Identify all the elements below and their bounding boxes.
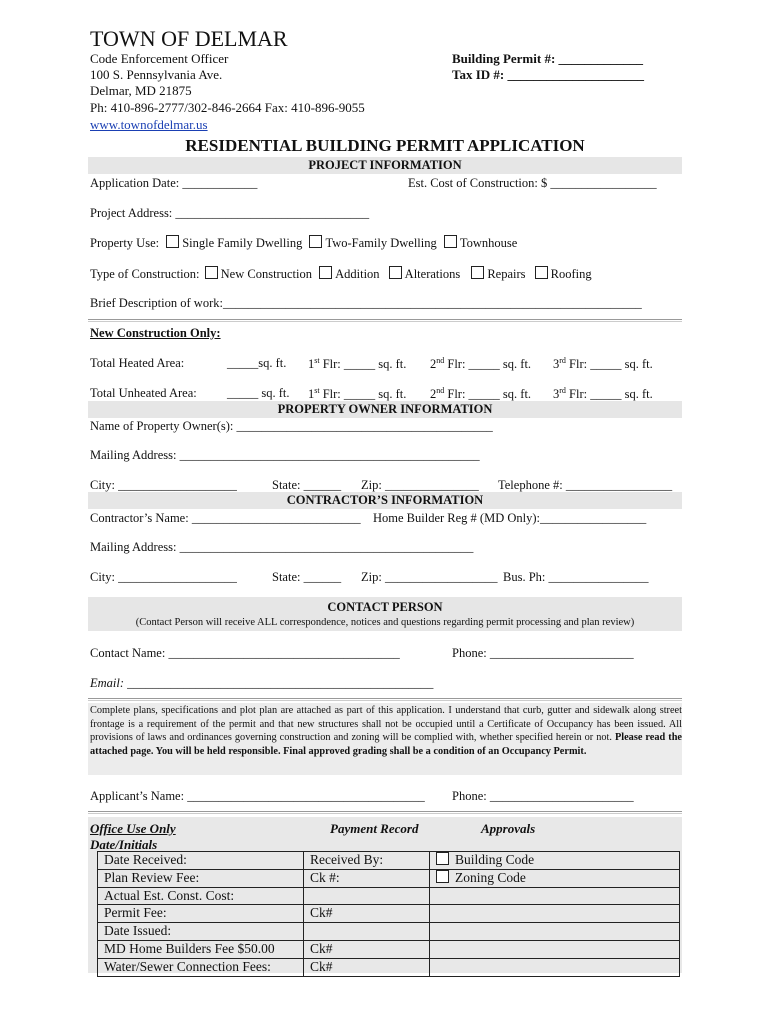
floor-text: Flr: _____ sq. ft. — [322, 357, 407, 372]
contractor-bus-phone-field[interactable]: Bus. Ph: ________________ — [503, 570, 649, 584]
project-info-heading-text: PROJECT INFORMATION — [308, 158, 462, 172]
contractor-info-heading — [0, 493, 770, 508]
contractor-name-field[interactable]: Contractor’s Name: ___________________________ — [90, 511, 361, 525]
unheated-floor2-field[interactable] — [430, 386, 531, 402]
contact-phone-field[interactable]: Phone: _______________________ — [452, 646, 634, 660]
divider — [88, 698, 682, 701]
table-row — [98, 940, 680, 958]
property-use-row — [90, 235, 517, 251]
heated-floor1-field[interactable] — [308, 356, 406, 372]
divider — [88, 319, 682, 322]
table-cell — [430, 940, 680, 958]
statement-text — [90, 704, 682, 758]
table-cell: Ck #: — [304, 869, 430, 887]
ordinal-suffix: nd — [436, 386, 445, 395]
table-cell: Actual Est. Const. Cost: — [98, 887, 304, 905]
table-row — [98, 869, 680, 887]
contractor-info-heading-text: CONTRACTOR’S INFORMATION — [286, 493, 484, 507]
option-repairs: Repairs — [487, 267, 526, 281]
table-row — [98, 852, 680, 870]
table-cell — [304, 923, 430, 941]
project-address-field[interactable]: Project Address: _______________________________ — [90, 206, 370, 220]
heated-total-field[interactable]: _____sq. ft. — [227, 356, 287, 370]
office-name: Code Enforcement Officer — [90, 51, 229, 66]
unheated-floor3-field[interactable] — [553, 386, 653, 402]
checkbox-single-family[interactable] — [166, 235, 179, 248]
heated-area-label: Total Heated Area: — [90, 356, 185, 370]
option-single-family: Single Family Dwelling — [182, 236, 303, 250]
table-cell: Permit Fee: — [98, 905, 304, 923]
ordinal-suffix: st — [314, 386, 320, 395]
application-date-field[interactable]: Application Date: ____________ — [90, 176, 258, 190]
unheated-total-field[interactable]: _____ sq. ft. — [227, 386, 290, 400]
table-cell — [304, 887, 430, 905]
office-use-table — [97, 851, 680, 977]
tax-id: Tax ID #: _____________________ — [452, 67, 645, 82]
table-cell: Received By: — [304, 852, 430, 870]
est-cost-field[interactable]: Est. Cost of Construction: $ _________________ — [408, 176, 657, 190]
contact-person-heading — [0, 600, 770, 615]
town-title-text: TOWN OF DELMAR — [90, 26, 288, 51]
floor-text: Flr: _____ sq. ft. — [322, 387, 407, 402]
ordinal-suffix: rd — [559, 356, 566, 365]
table-row — [98, 905, 680, 923]
checkbox-building-code[interactable] — [436, 852, 449, 865]
statement-bold: Please read the attached page. You will be held responsible. Final approved grading shall be a condition of an Occupancy Permit. — [90, 732, 682, 757]
office-phones: Ph: 410-896-2777/302-846-2664 Fax: 410-896-9055 — [90, 100, 365, 115]
construction-type-label: Type of Construction: — [90, 267, 200, 281]
statement-body: Complete plans, specifications and plot plan are attached as part of this application. I understand that curb, gutter and sidewalk along street frontage is a requirement of the permit and that new structures shall not be occupied until a Certificate of Occupancy has been issued. All provisions of laws and ordinances governing construction and zoning will be complied with, whether specified herein or not. — [90, 705, 682, 744]
owner-city-field[interactable]: City: ___________________ — [90, 478, 237, 492]
website-link-text[interactable]: www.townofdelmar.us — [90, 117, 208, 132]
form-title-text: RESIDENTIAL BUILDING PERMIT APPLICATION — [185, 136, 585, 155]
checkbox-roofing[interactable] — [535, 266, 548, 279]
table-row — [98, 923, 680, 941]
table-cell — [430, 887, 680, 905]
heated-floor3-field[interactable] — [553, 356, 653, 372]
new-construction-heading: New Construction Only: — [90, 326, 221, 340]
table-cell: Plan Review Fee: — [98, 869, 304, 887]
contractor-mailing-field[interactable]: Mailing Address: _______________________________________________ — [90, 540, 474, 554]
option-alterations: Alterations — [404, 267, 461, 281]
ordinal: 1 — [308, 387, 315, 402]
building-permit-number: Building Permit #: _____________ — [452, 51, 644, 66]
floor-text: Flr: _____ sq. ft. — [447, 357, 532, 372]
home-builder-reg-field[interactable]: Home Builder Reg # (MD Only):_________________ — [373, 511, 647, 525]
zoning-code-label: Zoning Code — [455, 869, 526, 885]
option-new-construction: New Construction — [220, 267, 312, 281]
divider — [88, 811, 682, 814]
table-cell: Water/Sewer Connection Fees: — [98, 958, 304, 976]
applicant-name-field[interactable]: Applicant’s Name: ______________________________________ — [90, 789, 425, 803]
office-use-subheading: Date/Initials — [90, 837, 158, 852]
table-cell: Ck# — [304, 905, 430, 923]
table-cell: Ck# — [304, 940, 430, 958]
checkbox-new-construction[interactable] — [205, 266, 218, 279]
contractor-city-field[interactable]: City: ___________________ — [90, 570, 237, 584]
heated-floor2-field[interactable] — [430, 356, 531, 372]
approvals-heading: Approvals — [481, 821, 536, 836]
work-description-field[interactable]: Brief Description of work:___________________________________________________________________ — [90, 296, 642, 310]
owner-name-field[interactable]: Name of Property Owner(s): _________________________________________ — [90, 419, 493, 433]
owner-zip-field[interactable]: Zip: _______________ — [361, 478, 479, 492]
project-info-heading — [0, 158, 770, 173]
owner-info-heading — [0, 402, 770, 417]
owner-state-field[interactable]: State: ______ — [272, 478, 342, 492]
floor-text: Flr: _____ sq. ft. — [569, 357, 653, 372]
option-roofing: Roofing — [550, 267, 592, 281]
contact-person-heading-text: CONTACT PERSON — [327, 600, 443, 614]
contact-name-field[interactable]: Contact Name: _____________________________________ — [90, 646, 400, 660]
unheated-area-label: Total Unheated Area: — [90, 386, 197, 400]
floor-text: Flr: _____ sq. ft. — [447, 387, 532, 402]
ordinal-suffix: st — [314, 356, 320, 365]
contact-email-field[interactable]: Email: _________________________________________________ — [90, 676, 434, 690]
property-use-label: Property Use: — [90, 236, 160, 250]
floor-text: Flr: _____ sq. ft. — [569, 387, 653, 402]
office-use-heading: Office Use Only — [90, 821, 176, 836]
contractor-zip-field[interactable]: Zip: __________________ — [361, 570, 498, 584]
table-cell — [430, 958, 680, 976]
table-cell: Date Received: — [98, 852, 304, 870]
ordinal: 2 — [430, 387, 437, 402]
checkbox-alterations[interactable] — [389, 266, 402, 279]
ordinal-suffix: nd — [436, 356, 445, 365]
table-cell: Date Issued: — [98, 923, 304, 941]
table-cell: MD Home Builders Fee $50.00 — [98, 940, 304, 958]
office-city: Delmar, MD 21875 — [90, 83, 192, 98]
checkbox-repairs[interactable] — [471, 266, 484, 279]
town-title — [90, 26, 288, 52]
checkbox-addition[interactable] — [319, 266, 332, 279]
ordinal: 2 — [430, 357, 437, 372]
table-cell: Ck# — [304, 958, 430, 976]
ordinal: 3 — [553, 357, 560, 372]
owner-telephone-field[interactable]: Telephone #: _________________ — [498, 478, 673, 492]
table-row — [98, 958, 680, 976]
office-street: 100 S. Pennsylvania Ave. — [90, 67, 223, 82]
website-link[interactable] — [90, 117, 208, 133]
owner-info-heading-text: PROPERTY OWNER INFORMATION — [277, 402, 493, 416]
approval-zoning-code — [430, 869, 680, 887]
approval-building-code — [430, 852, 680, 870]
option-two-family: Two-Family Dwelling — [325, 236, 437, 250]
table-cell — [430, 923, 680, 941]
option-addition: Addition — [335, 267, 380, 281]
building-code-label: Building Code — [455, 852, 535, 867]
applicant-phone-field[interactable]: Phone: _______________________ — [452, 789, 634, 803]
table-row — [98, 887, 680, 905]
construction-type-row — [90, 266, 592, 282]
checkbox-townhouse[interactable] — [444, 235, 457, 248]
ordinal: 3 — [553, 387, 560, 402]
contractor-state-field[interactable]: State: ______ — [272, 570, 342, 584]
contact-person-note: (Contact Person will receive ALL correspondence, notices and questions regarding permit processing and plan review) — [135, 617, 635, 628]
form-title — [0, 136, 770, 156]
option-townhouse: Townhouse — [459, 236, 518, 250]
owner-mailing-field[interactable]: Mailing Address: ________________________________________________ — [90, 448, 480, 462]
checkbox-two-family[interactable] — [309, 235, 322, 248]
payment-record-heading: Payment Record — [330, 821, 419, 836]
unheated-floor1-field[interactable] — [308, 386, 406, 402]
ordinal: 1 — [308, 357, 315, 372]
ordinal-suffix: rd — [559, 386, 566, 395]
table-cell — [430, 905, 680, 923]
checkbox-zoning-code[interactable] — [436, 870, 449, 883]
